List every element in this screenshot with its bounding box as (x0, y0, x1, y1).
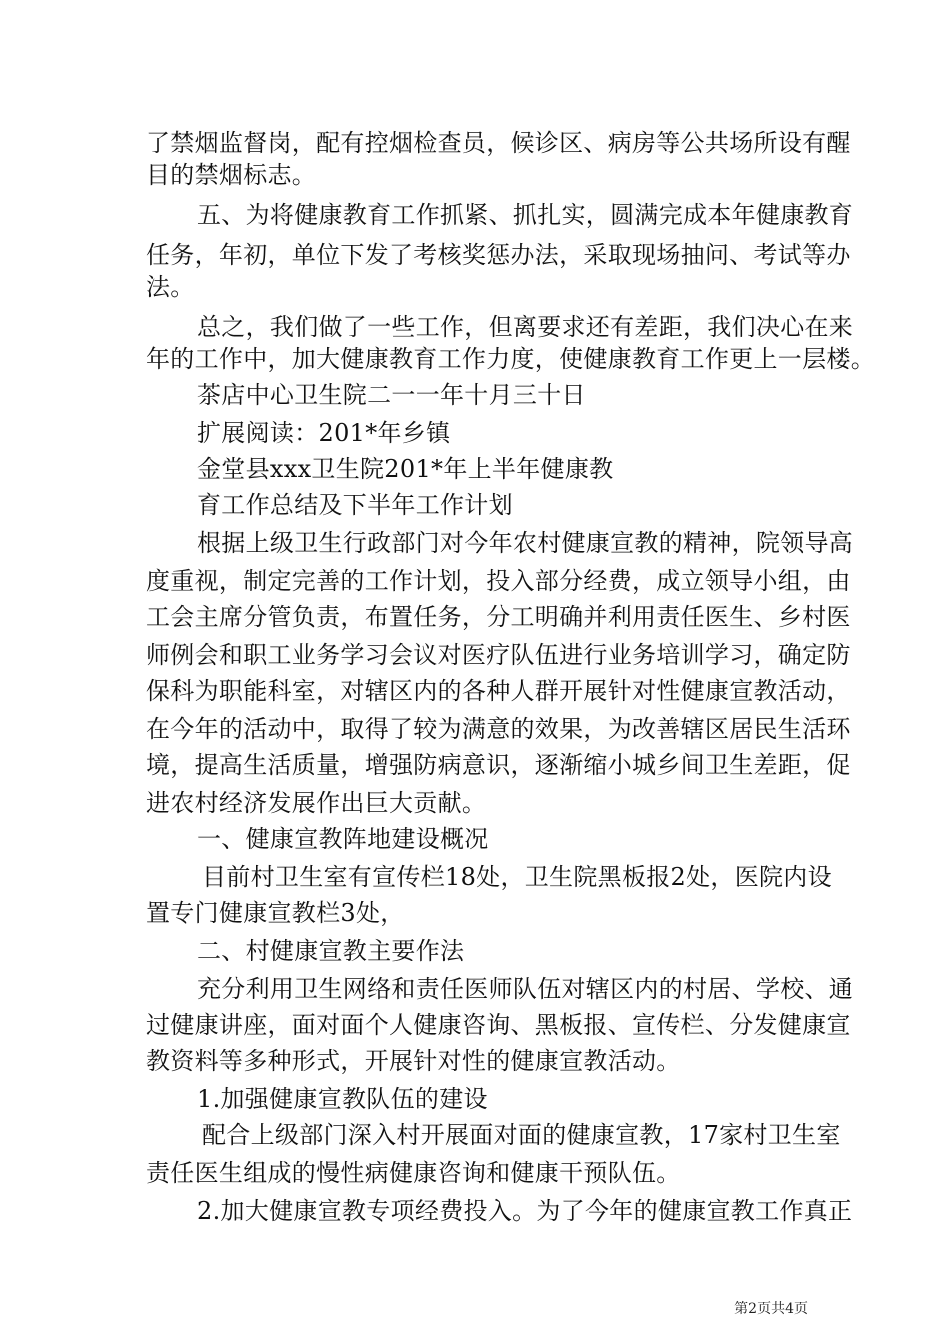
text-line: 2.加大健康宣教专项经费投入。为了今年的健康宣教工作真正 (197, 1197, 853, 1225)
text-line: 目前村卫生室有宣传栏18处，卫生院黑板报2处，医院内设 (202, 863, 832, 891)
text-line: 进农村经济发展作出巨大贡献。 (146, 789, 487, 817)
text-line: 师例会和职工业务学习会议对医疗队伍进行业务培训学习，确定防 (146, 641, 851, 669)
text-line: 置专门健康宣教栏3处， (146, 899, 405, 927)
text-line: 年的工作中，加大健康教育工作力度，使健康教育工作更上一层楼。 (146, 345, 875, 373)
section-title-line: 育工作总结及下半年工作计划 (197, 491, 513, 519)
text-line: 目的禁烟标志。 (146, 161, 317, 189)
text-line: 境，提高生活质量，增强防病意识，逐渐缩小城乡间卫生差距，促 (146, 751, 851, 779)
section-title-line: 金堂县xxx卫生院201*年上半年健康教 (197, 455, 614, 483)
text-line: 充分利用卫生网络和责任医师队伍对辖区内的村居、学校、通 (197, 975, 854, 1003)
text-line: 了禁烟监督岗，配有控烟检查员，候诊区、病房等公共场所设有醒 (146, 129, 851, 157)
text-line: 过健康讲座，面对面个人健康咨询、黑板报、宣传栏、分发健康宣 (146, 1011, 851, 1039)
text-line: 保科为职能科室，对辖区内的各种人群开展针对性健康宣教活动， (146, 677, 851, 705)
subheading-line: 一、健康宣教阵地建设概况 (197, 825, 489, 853)
text-line: 配合上级部门深入村开展面对面的健康宣教，17家村卫生室 (202, 1121, 841, 1149)
text-line: 总之，我们做了一些工作，但离要求还有差距，我们决心在来 (197, 313, 854, 341)
text-line: 工会主席分管负责，布置任务，分工明确并利用责任医生、乡村医 (146, 603, 851, 631)
text-line: 任务，年初，单位下发了考核奖惩办法，采取现场抽问、考试等办 (146, 241, 851, 269)
text-line: 责任医生组成的慢性病健康咨询和健康干预队伍。 (146, 1159, 681, 1187)
page-number: 第2页共4页 (734, 1301, 808, 1317)
text-line: 度重视，制定完善的工作计划，投入部分经费，成立领导小组，由 (146, 567, 851, 595)
text-line: 在今年的活动中，取得了较为满意的效果，为改善辖区居民生活环 (146, 715, 851, 743)
extended-reading-heading: 扩展阅读：201*年乡镇 (197, 419, 451, 447)
signature-line: 茶店中心卫生院二一一年十月三十日 (197, 381, 586, 409)
text-line: 教资料等多种形式，开展针对性的健康宣教活动。 (146, 1047, 681, 1075)
text-line: 根据上级卫生行政部门对今年农村健康宣教的精神，院领导高 (197, 529, 854, 557)
subheading-line: 1.加强健康宣教队伍的建设 (197, 1085, 488, 1113)
text-line: 法。 (146, 273, 195, 301)
subheading-line: 二、村健康宣教主要作法 (197, 937, 465, 965)
text-line: 五、为将健康教育工作抓紧、抓扎实，圆满完成本年健康教育 (197, 201, 854, 229)
